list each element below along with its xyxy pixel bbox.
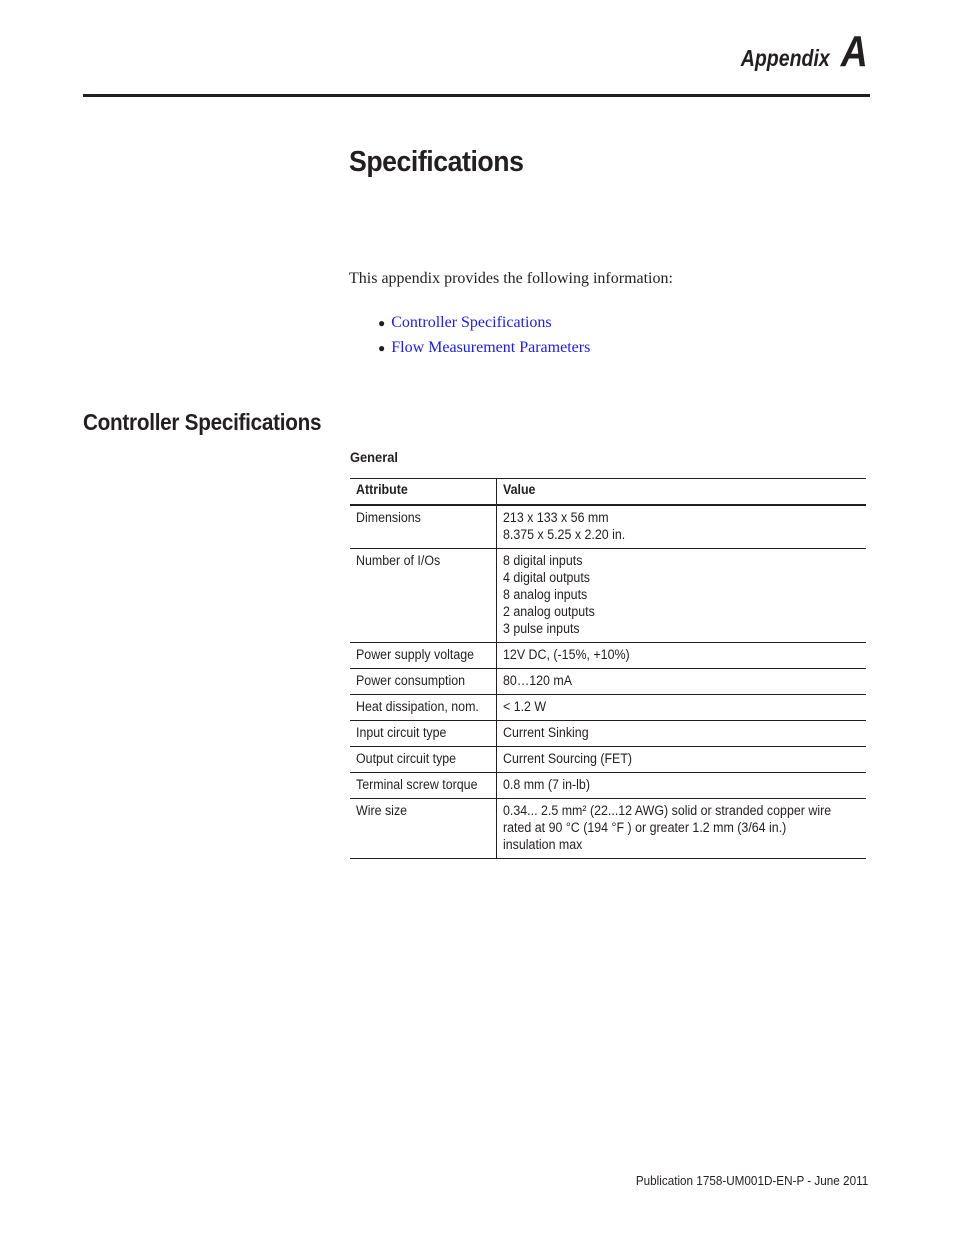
section-title: Controller Specifications <box>83 409 322 435</box>
header-rule <box>83 94 870 97</box>
bullet-icon: ● <box>378 340 386 355</box>
table-row <box>350 799 866 859</box>
intro-text: This appendix provides the following information: <box>349 270 673 287</box>
value-cell: 12V DC, (-15%, +10%) <box>497 643 866 669</box>
toc-item <box>378 310 590 335</box>
appendix-letter: A <box>840 27 868 76</box>
table-header-row <box>350 479 866 506</box>
attribute-cell: Heat dissipation, nom. <box>350 695 497 721</box>
value-cell: 213 x 133 x 56 mm 8.375 x 5.25 x 2.20 in. <box>497 505 866 549</box>
attribute-cell: Input circuit type <box>350 721 497 747</box>
value-cell: Current Sinking <box>497 721 866 747</box>
column-header-attribute: Attribute <box>350 479 497 506</box>
table-row <box>350 643 866 669</box>
toc-list <box>378 310 590 360</box>
attribute-cell: Wire size <box>350 799 497 859</box>
table-row <box>350 505 866 549</box>
table-row <box>350 747 866 773</box>
attribute-cell: Terminal screw torque <box>350 773 497 799</box>
table-row <box>350 669 866 695</box>
table-row <box>350 695 866 721</box>
table-caption: General <box>350 449 398 465</box>
value-cell: 0.8 mm (7 in-lb) <box>497 773 866 799</box>
column-header-value: Value <box>497 479 866 506</box>
value-cell: 8 digital inputs 4 digital outputs 8 analog inputs 2 analog outputs 3 pulse inputs <box>497 549 866 643</box>
attribute-cell: Power consumption <box>350 669 497 695</box>
publication-footer: Publication 1758-UM001D-EN-P - June 2011 <box>635 1173 868 1188</box>
attribute-cell: Power supply voltage <box>350 643 497 669</box>
value-cell: Current Sourcing (FET) <box>497 747 866 773</box>
attribute-cell: Output circuit type <box>350 747 497 773</box>
toc-link-flow-measurement-parameters[interactable]: Flow Measurement Parameters <box>391 338 591 356</box>
spec-table <box>350 478 866 859</box>
attribute-cell: Number of I/Os <box>350 549 497 643</box>
value-cell: 80…120 mA <box>497 669 866 695</box>
toc-link-controller-specifications[interactable]: Controller Specifications <box>391 313 552 331</box>
attribute-cell: Dimensions <box>350 505 497 549</box>
value-cell: < 1.2 W <box>497 695 866 721</box>
table-row <box>350 773 866 799</box>
chapter-title: Specifications <box>349 146 524 178</box>
value-cell: 0.34... 2.5 mm² (22...12 AWG) solid or stranded copper wire rated at 90 °C (194 °F ) or greater 1.2 mm (3/64 in.) insulation max <box>497 799 866 859</box>
bullet-icon: ● <box>378 315 386 330</box>
toc-item <box>378 335 590 360</box>
table-row <box>350 721 866 747</box>
table-row <box>350 549 866 643</box>
appendix-heading <box>725 27 868 76</box>
appendix-word: Appendix <box>741 45 831 71</box>
